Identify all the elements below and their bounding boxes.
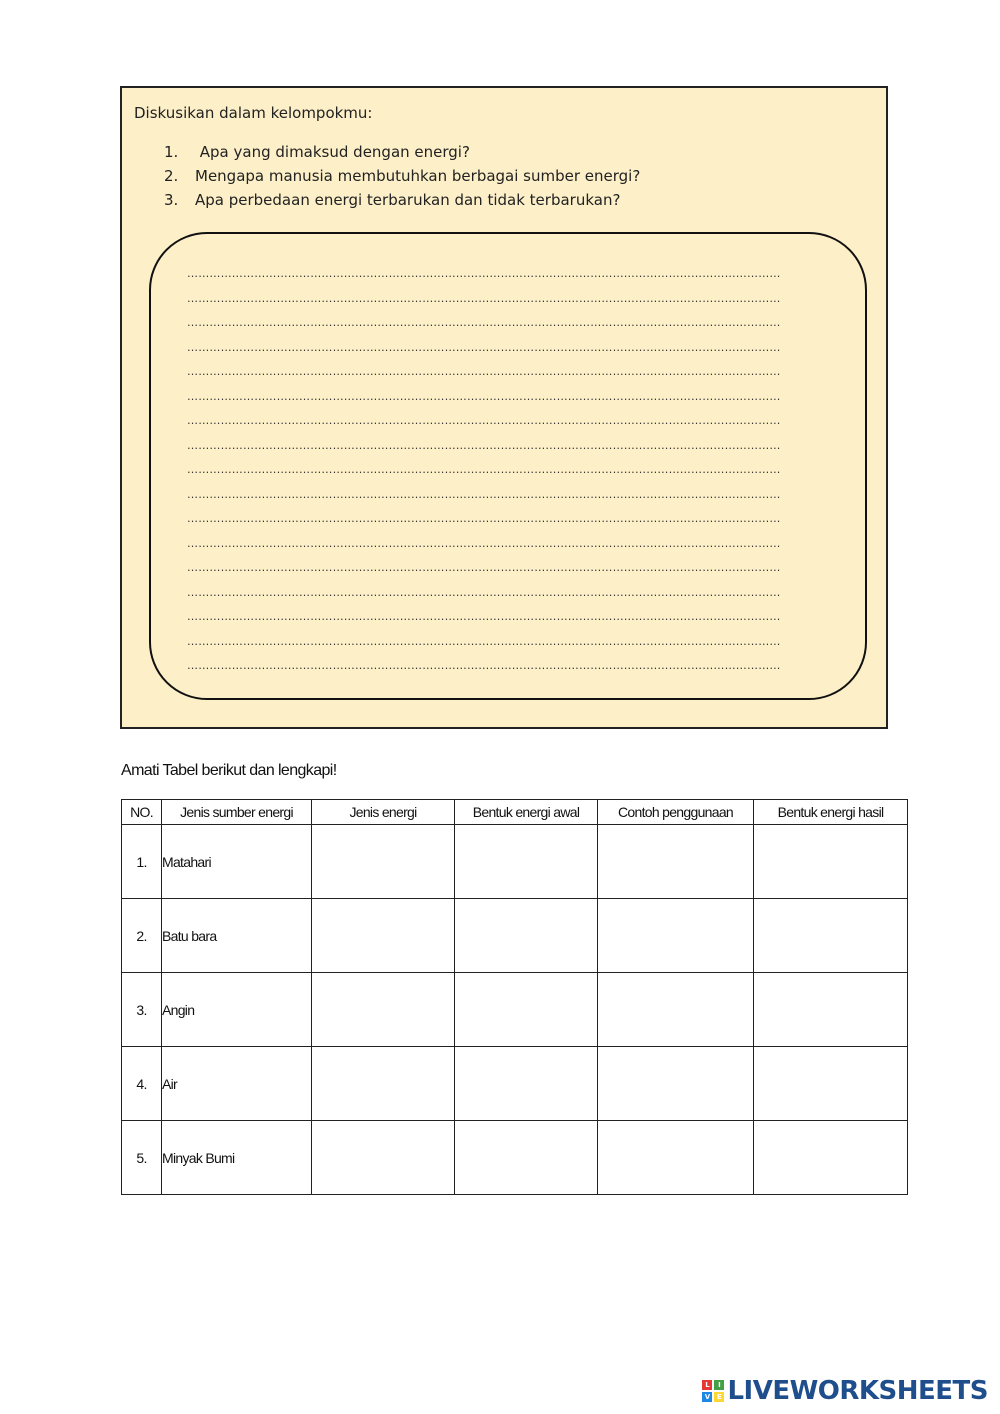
table-row (122, 1121, 908, 1195)
header-result-form: Bentuk energi hasil (754, 800, 908, 825)
answer-line[interactable]: …………………………………………………………………………………………………………………………………………… (187, 389, 781, 403)
row-number: 5. (122, 1121, 162, 1195)
discussion-box (120, 86, 888, 729)
answer-cell-usage-example[interactable] (598, 973, 754, 1047)
logo-text: LIVEWORKSHEETS (727, 1376, 988, 1406)
answer-line[interactable]: …………………………………………………………………………………………………………………………………………… (187, 316, 781, 329)
answer-line[interactable]: …………………………………………………………………………………………………………………………………………… (187, 659, 781, 672)
answer-cell-energy-type[interactable] (312, 825, 455, 899)
row-number: 2. (122, 899, 162, 973)
answer-line[interactable]: …………………………………………………………………………………………………………………………………………… (187, 512, 781, 525)
table-row (122, 973, 908, 1047)
answer-line[interactable]: …………………………………………………………………………………………………………………………………………… (187, 438, 781, 452)
answer-cell-initial-form[interactable] (455, 973, 598, 1047)
answer-cell-initial-form[interactable] (455, 1121, 598, 1195)
question-number: 1. (164, 143, 179, 161)
answer-cell-initial-form[interactable] (455, 899, 598, 973)
header-no: NO. (122, 800, 162, 825)
answer-line[interactable]: …………………………………………………………………………………………………………………………………………… (187, 634, 781, 648)
header-initial-form: Bentuk energi awal (455, 800, 598, 825)
table-row (122, 899, 908, 973)
table-header-row (122, 800, 908, 825)
question-text: Apa yang dimaksud dengan energi? (195, 143, 470, 161)
row-source: Minyak Bumi (162, 1121, 312, 1195)
row-number: 4. (122, 1047, 162, 1121)
answer-lines (187, 262, 825, 679)
row-number: 3. (122, 973, 162, 1047)
answer-line[interactable]: …………………………………………………………………………………………………………………………………………… (187, 585, 781, 599)
table-title: Amati Tabel berikut dan lengkapi! (121, 762, 337, 779)
answer-line[interactable]: …………………………………………………………………………………………………………………………………………… (187, 536, 781, 550)
row-source: Batu bara (162, 899, 312, 973)
answer-cell-result-form[interactable] (754, 1121, 908, 1195)
answer-cell-usage-example[interactable] (598, 1121, 754, 1195)
answer-cell-energy-type[interactable] (312, 899, 455, 973)
answer-line[interactable]: …………………………………………………………………………………………………………………………………………… (187, 610, 781, 623)
answer-cell-initial-form[interactable] (455, 825, 598, 899)
question-list (164, 140, 640, 212)
header-usage-example: Contoh penggunaan (598, 800, 754, 825)
answer-cell-result-form[interactable] (754, 973, 908, 1047)
question-number: 2. (164, 167, 179, 185)
row-source: Air (162, 1047, 312, 1121)
answer-cell-energy-type[interactable] (312, 1121, 455, 1195)
header-energy-type: Jenis energi (312, 800, 455, 825)
answer-line[interactable]: …………………………………………………………………………………………………………………………………………… (187, 561, 781, 574)
question-item (164, 164, 640, 188)
question-text: Apa perbedaan energi terbarukan dan tidak terbarukan? (195, 191, 621, 209)
answer-line[interactable]: …………………………………………………………………………………………………………………………………………… (187, 291, 781, 305)
table-row (122, 825, 908, 899)
question-item (164, 188, 640, 212)
logo-mark-icon (702, 1380, 724, 1402)
answer-line[interactable]: …………………………………………………………………………………………………………………………………………… (187, 340, 781, 354)
question-item (164, 140, 640, 164)
answer-area[interactable] (149, 232, 867, 700)
answer-line[interactable]: …………………………………………………………………………………………………………………………………………… (187, 414, 781, 427)
table-row (122, 1047, 908, 1121)
question-number: 3. (164, 191, 179, 209)
answer-cell-initial-form[interactable] (455, 1047, 598, 1121)
liveworksheets-logo (702, 1376, 988, 1406)
answer-cell-result-form[interactable] (754, 825, 908, 899)
logo-square: L (702, 1380, 712, 1390)
answer-cell-result-form[interactable] (754, 899, 908, 973)
answer-line[interactable]: …………………………………………………………………………………………………………………………………………… (187, 365, 781, 378)
answer-cell-result-form[interactable] (754, 1047, 908, 1121)
answer-line[interactable]: …………………………………………………………………………………………………………………………………………… (187, 267, 781, 280)
header-source: Jenis sumber energi (162, 800, 312, 825)
logo-square: E (714, 1392, 724, 1402)
answer-cell-energy-type[interactable] (312, 1047, 455, 1121)
row-number: 1. (122, 825, 162, 899)
answer-cell-usage-example[interactable] (598, 1047, 754, 1121)
row-source: Angin (162, 973, 312, 1047)
answer-cell-energy-type[interactable] (312, 973, 455, 1047)
answer-line[interactable]: …………………………………………………………………………………………………………………………………………… (187, 487, 781, 501)
answer-cell-usage-example[interactable] (598, 899, 754, 973)
logo-square: I (714, 1380, 724, 1390)
answer-line[interactable]: …………………………………………………………………………………………………………………………………………… (187, 463, 781, 476)
energy-table (121, 799, 908, 1195)
question-text: Mengapa manusia membutuhkan berbagai sumber energi? (195, 167, 641, 185)
logo-square: V (702, 1392, 712, 1402)
row-source: Matahari (162, 825, 312, 899)
answer-cell-usage-example[interactable] (598, 825, 754, 899)
discussion-title: Diskusikan dalam kelompokmu: (134, 104, 373, 122)
